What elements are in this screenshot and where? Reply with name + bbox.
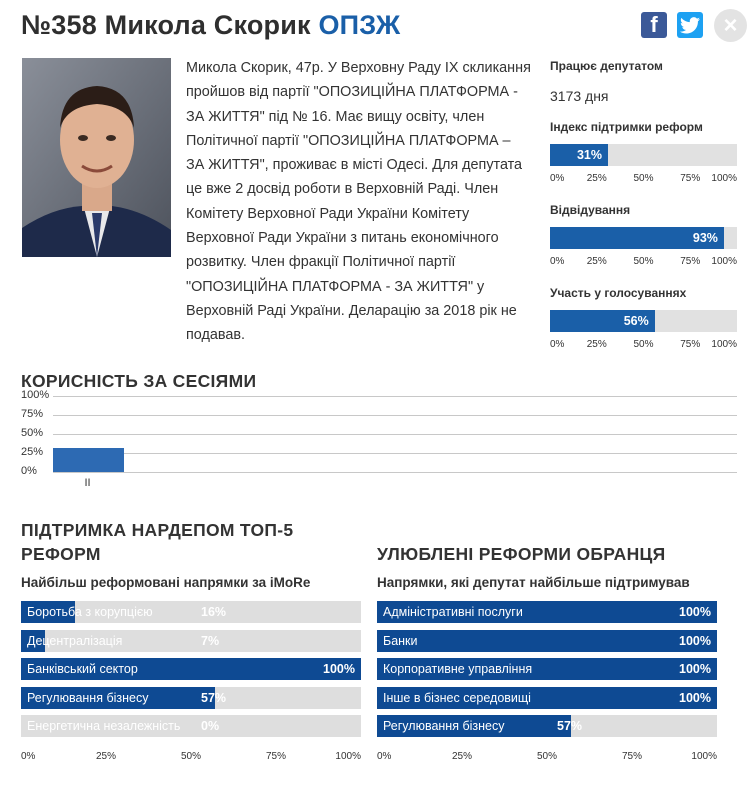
facebook-icon: f [650, 12, 658, 37]
axis-tick: 100% [711, 256, 737, 267]
axis-tick: 100% [711, 339, 737, 350]
axis-tick: 0% [377, 751, 392, 762]
voting-axis [550, 339, 737, 351]
deputy-photo [22, 58, 171, 257]
axis-tick: 75% [266, 751, 287, 762]
close-button[interactable] [714, 9, 747, 42]
axis-tick: 25% [452, 751, 473, 762]
reform-index-bar [550, 144, 737, 166]
reform-index-axis [550, 173, 737, 185]
deputy-number: №358 [21, 10, 97, 40]
voting-label: Участь у голосуваннях [550, 286, 687, 300]
top5-reform-name: Енергетична незалежність [27, 719, 181, 734]
reform-index-value: 31% [576, 148, 602, 162]
favorites-reform-row[interactable] [377, 630, 717, 652]
top5-reform-row[interactable] [21, 658, 361, 680]
favorites-reform-value: 100% [679, 605, 711, 619]
reform-index-label: Індекс підтримки реформ [550, 120, 703, 134]
top5-title-line2: РЕФОРМ [21, 544, 101, 564]
favorites-reform-row[interactable] [377, 658, 717, 680]
axis-tick: 100% [691, 751, 717, 762]
sessions-y-tick: 75% [21, 408, 44, 420]
favorites-reform-name: Регулювання бізнесу [383, 719, 505, 734]
party-name[interactable]: ОПЗЖ [318, 10, 401, 40]
sessions-title: КОРИСНІСТЬ ЗА СЕСІЯМИ [21, 371, 257, 391]
attendance-label: Відвідування [550, 203, 631, 217]
axis-tick: 75% [622, 751, 643, 762]
axis-tick: 25% [586, 173, 607, 184]
sessions-chart [0, 390, 749, 495]
axis-tick: 50% [181, 751, 202, 762]
attendance-bar [550, 227, 737, 249]
top5-subtitle: Найбільш реформовані напрямки за iMoRe [21, 575, 311, 590]
top5-reform-row[interactable] [21, 687, 361, 709]
axis-tick: 0% [550, 339, 565, 350]
voting-bar [550, 310, 737, 332]
axis-tick: 25% [586, 339, 607, 350]
twitter-icon [680, 17, 700, 34]
favorites-reform-value: 100% [679, 690, 711, 705]
favorites-reform-fill [377, 630, 717, 652]
favorites-reform-name: Інше в бізнес середовищі [383, 690, 531, 705]
sessions-y-tick: 50% [21, 427, 44, 439]
top5-title-line1: ПІДТРИМКА НАРДЕПОМ ТОП-5 [21, 520, 294, 540]
sessions-y-tick: 100% [21, 389, 50, 401]
favorites-title: УЛЮБЛЕНІ РЕФОРМИ ОБРАНЦЯ [377, 544, 666, 564]
sessions-grid-line [53, 396, 737, 397]
deputy-name: Микола Скорик [104, 10, 311, 40]
deputy-biography: Микола Скорик, 47р. У Верховну Раду IX скликання пройшов від партії "ОПОЗИЦІЙНА ПЛАТФОРМА - ЗА ЖИТТЯ" під № 16. Має вищу освіту, член Політичної партії "ОПОЗИЦІЙНА ПЛАТФОРМА – ЗА ЖИТТЯ", проживає в місті Одесі. Для депутата це вже 2 досвід роботи в Верховній Раді. Член Комітету Верховної Ради України Комітету Верховної Ради України з питань економічного розвитку. Член фракції Політичної партії "ОПОЗИЦІЙНА ПЛАТФОРМА - ЗА ЖИТТЯ" у Верховній Раді України. Деларацію за 2018 рік не подавав. [186, 60, 531, 344]
facebook-share-button[interactable] [641, 12, 667, 38]
favorites-reform-value: 57% [557, 719, 583, 734]
top5-reform-row[interactable] [21, 630, 361, 652]
days-label: Працює депутатом [550, 59, 663, 73]
days-value: 3173 дня [550, 88, 609, 104]
axis-tick: 0% [550, 173, 565, 184]
top5-reform-value: 7% [201, 633, 220, 648]
axis-tick: 100% [711, 173, 737, 184]
sessions-grid-line [53, 472, 737, 473]
axis-tick: 25% [586, 256, 607, 267]
top5-reform-name: Регулювання бізнесу [27, 690, 149, 705]
favorites-axis [377, 751, 717, 763]
axis-tick: 50% [633, 173, 654, 184]
voting-value: 56% [623, 314, 649, 328]
axis-tick: 100% [335, 751, 361, 762]
top5-reform-row[interactable] [21, 601, 361, 623]
top5-reform-value: 16% [201, 605, 227, 619]
sessions-grid-line [53, 415, 737, 416]
top5-reform-value: 0% [201, 719, 220, 734]
attendance-value: 93% [692, 231, 718, 245]
sessions-y-tick: 25% [21, 446, 44, 458]
axis-tick: 25% [96, 751, 117, 762]
axis-tick: 50% [537, 751, 558, 762]
axis-tick: 75% [680, 339, 701, 350]
favorites-reform-value: 100% [679, 633, 711, 648]
axis-tick: 50% [633, 339, 654, 350]
top5-reform-name: Децентралізація [27, 633, 123, 648]
axis-tick: 75% [680, 256, 701, 267]
favorites-subtitle: Напрямки, які депутат найбільше підтримував [377, 575, 690, 590]
attendance-axis [550, 256, 737, 268]
sessions-grid-line [53, 434, 737, 435]
favorites-reform-name: Адміністративні послуги [383, 605, 523, 619]
axis-tick: 50% [633, 256, 654, 267]
top5-reform-name: Банківський сектор [27, 662, 138, 677]
axis-tick: 0% [21, 751, 36, 762]
top5-reform-row[interactable] [21, 715, 361, 737]
top5-reform-name: Боротьба з корупцією [27, 605, 153, 619]
favorites-reform-row[interactable] [377, 601, 717, 623]
favorites-reform-row[interactable] [377, 687, 717, 709]
favorites-reform-name: Банки [383, 633, 418, 648]
favorites-reform-value: 100% [679, 662, 711, 677]
top5-axis [21, 751, 361, 763]
favorites-reform-name: Корпоративне управління [383, 662, 533, 677]
sessions-grid-line [53, 453, 737, 454]
page-title [21, 10, 400, 41]
close-icon: × [723, 11, 738, 39]
session-x-tick: II [84, 477, 91, 489]
axis-tick: 0% [550, 256, 565, 267]
sessions-y-tick: 0% [21, 465, 37, 477]
session-bar-II[interactable] [53, 448, 124, 472]
top5-reform-value: 100% [323, 662, 355, 677]
twitter-share-button[interactable] [677, 12, 703, 38]
top5-reform-value: 57% [201, 690, 227, 705]
favorites-reform-row[interactable] [377, 715, 717, 737]
axis-tick: 75% [680, 173, 701, 184]
